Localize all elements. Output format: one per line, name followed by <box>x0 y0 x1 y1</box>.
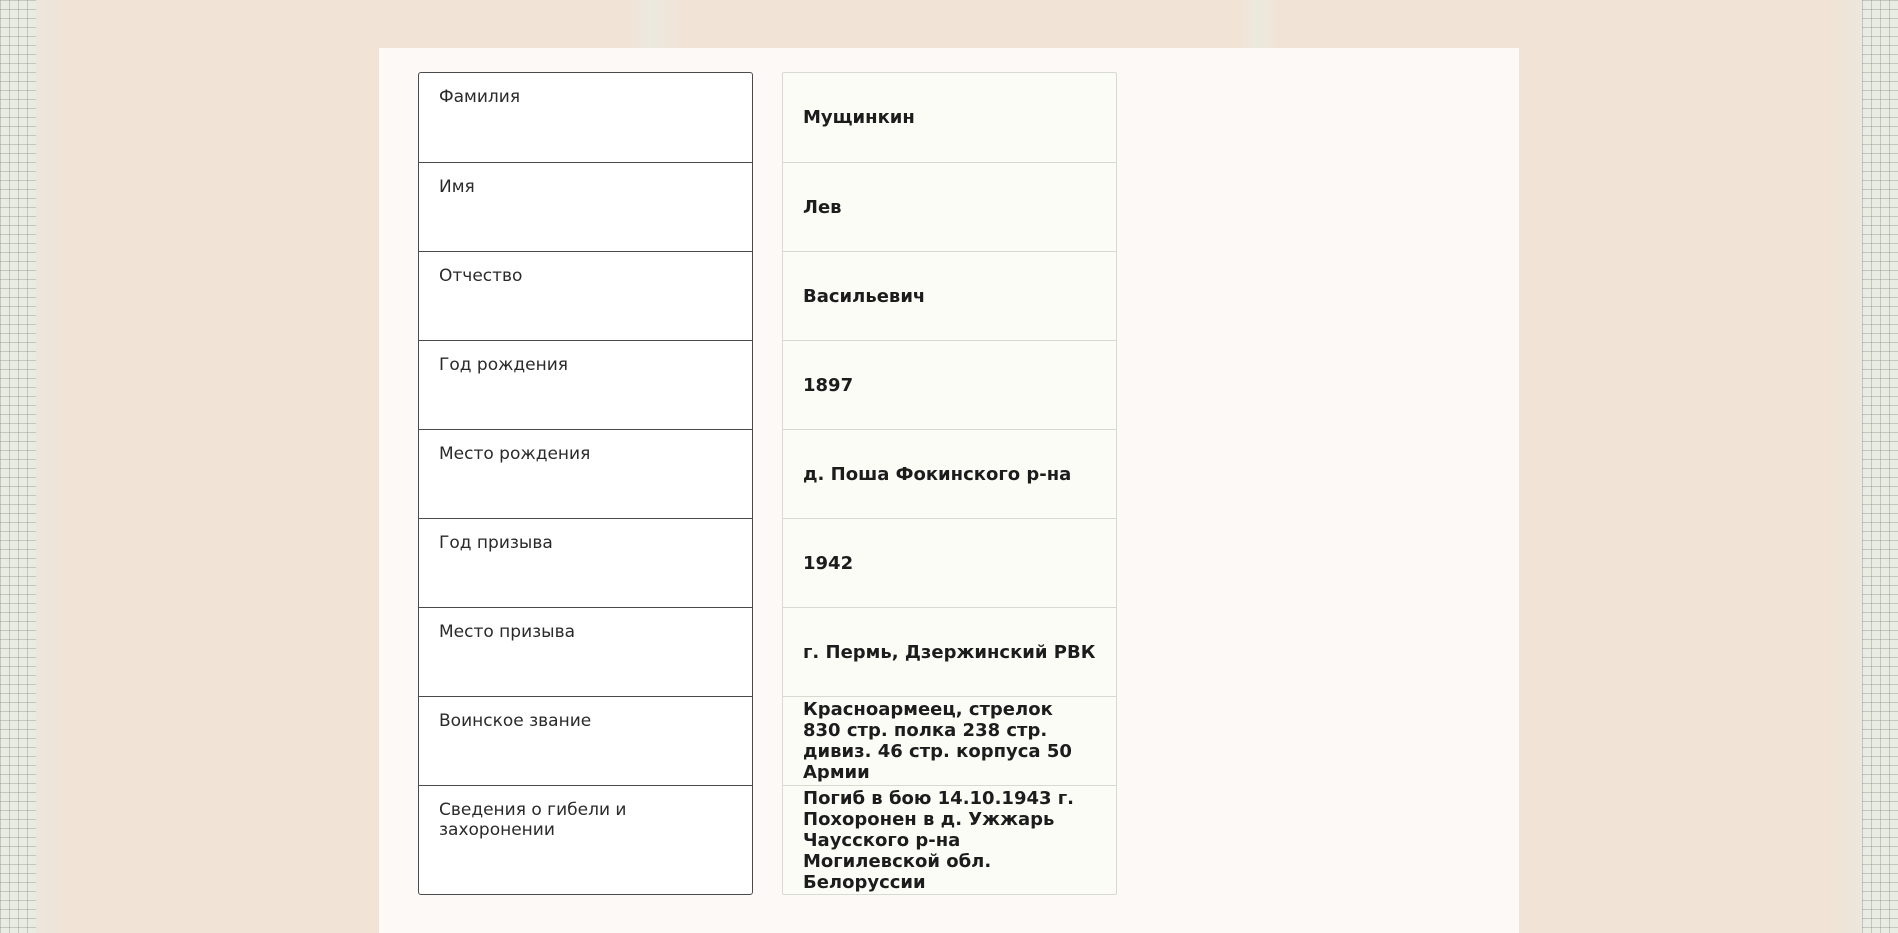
left-ruler-strip <box>0 0 37 933</box>
value-text: 1897 <box>803 374 854 396</box>
label-conscription-year: Год призыва <box>419 518 752 607</box>
label-military-rank: Воинское звание <box>419 696 752 785</box>
label-first-name: Имя <box>419 162 752 251</box>
value-text: Красноармеец, стрелок 830 стр. полка 238 стр. дивиз. 46 стр. корпуса 50 Армии <box>803 699 1072 783</box>
top-decor-band <box>625 0 685 48</box>
value-surname <box>783 73 1116 162</box>
value-conscription-place <box>783 607 1116 696</box>
value-text: д. Поша Фокинского р-на <box>803 463 1072 485</box>
right-ruler-strip <box>1861 0 1898 933</box>
label-surname: Фамилия <box>439 87 521 107</box>
field-labels-column <box>418 72 753 895</box>
value-first-name <box>783 162 1116 251</box>
value-birth-place <box>783 429 1116 518</box>
value-patronymic <box>783 251 1116 340</box>
value-text: 1942 <box>803 552 854 574</box>
left-margin-shade <box>36 0 70 933</box>
value-text: Погиб в бою 14.10.1943 г. Похоронен в д. Ужжарь Чаусского р-на Могилевской обл. Белоруссии <box>803 787 1075 893</box>
value-text: Мущинкин <box>803 107 915 128</box>
field-values-column <box>782 72 1117 895</box>
label-birth-place: Место рождения <box>419 429 752 518</box>
value-conscription-year <box>783 518 1116 607</box>
label-patronymic: Отчество <box>419 251 752 340</box>
label-birth-year: Год рождения <box>419 340 752 429</box>
label-death-burial-info: Сведения о гибели и захоронении <box>419 785 752 894</box>
value-text: г. Пермь, Дзержинский РВК <box>803 641 1096 663</box>
value-military-rank <box>783 696 1116 785</box>
top-decor-band <box>1240 0 1280 48</box>
right-margin-shade <box>1828 0 1862 933</box>
value-birth-year <box>783 340 1116 429</box>
value-text: Лев <box>803 196 842 218</box>
label-conscription-place: Место призыва <box>419 607 752 696</box>
value-death-burial-info <box>783 785 1116 894</box>
value-text: Васильевич <box>803 285 926 307</box>
